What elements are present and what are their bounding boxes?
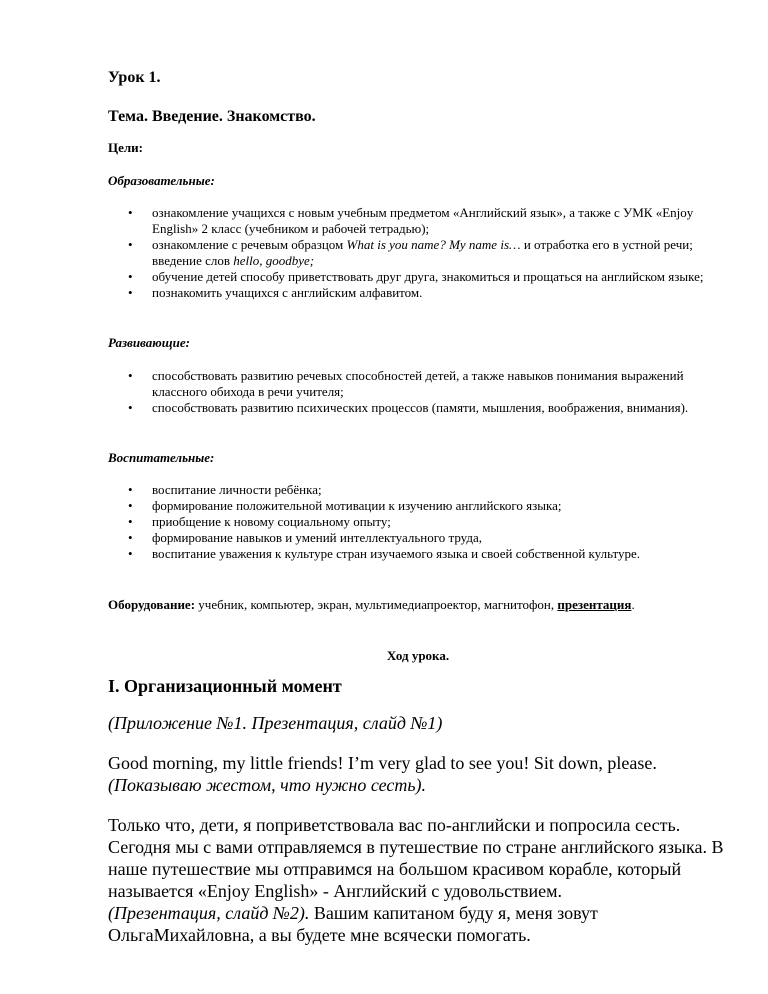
list-item: • воспитание личности ребёнка;	[108, 482, 728, 498]
list-item: • приобщение к новому социальному опыту;	[108, 514, 728, 530]
upbringing-heading: Воспитательные:	[108, 450, 215, 465]
list-item: • познакомить учащихся с английским алфавитом.	[108, 285, 728, 301]
educational-heading: Образовательные:	[108, 173, 215, 188]
upbringing-list	[108, 482, 728, 562]
developmental-list	[108, 368, 728, 416]
list-item: • способствовать развитию психических процессов (памяти, мышления, воображения, внимания).	[108, 400, 728, 416]
developmental-heading: Развивающие:	[108, 335, 190, 350]
list-item: • ознакомление с речевым образцом What is you name? My name is… и отработка его в устной речи; введение слов hello, goodbye;	[108, 237, 728, 269]
list-item: • воспитание уважения к культуре стран изучаемого языка и своей собственной культуре.	[108, 546, 728, 562]
equipment-label: Оборудование:	[108, 597, 196, 612]
greeting-paragraph: Good morning, my little friends! I’m very glad to see you! Sit down, please. (Показываю жестом, что нужно сесть).	[108, 753, 657, 795]
list-item: • ознакомление учащихся с новым учебным предметом «Английский язык», а также с УМК «Enjoy English» 2 класс (учебником и рабочей тетрадью);	[108, 205, 728, 237]
presentation-link[interactable]: презентация	[557, 597, 632, 612]
educational-list	[108, 205, 728, 301]
appendix-note: (Приложение №1. Презентация, слайд №1)	[108, 713, 443, 733]
equipment-paragraph: Оборудование: учебник, компьютер, экран, мультимедиапроектор, магнитофон, презентация.	[108, 597, 635, 612]
lesson-course-heading: Ход урока.	[386, 648, 450, 663]
lesson-title: Урок 1.	[108, 69, 161, 86]
list-item: • обучение детей способу приветствовать друг друга, знакомиться и прощаться на английском языке;	[108, 269, 728, 285]
list-item: • способствовать развитию речевых способностей детей, а также навыков понимания выражений классного обихода в речи учителя;	[108, 368, 728, 400]
goals-heading: Цели:	[108, 140, 143, 155]
topic-heading: Тема. Введение. Знакомство.	[108, 108, 316, 125]
intro-paragraph: Только что, дети, я поприветствовала вас по-английски и попросила сесть. Сегодня мы с вами отправляемся в путешествие по стране английского языка. В наше путешествие мы отправимся на большом красивом корабле, который называется «Enjoy English» - Английский с удовольствием. (Презентация, слайд №2). Вашим капитаном буду я, меня зовут ОльгаМихайловна, а вы будете мне всячески помогать.	[108, 815, 724, 945]
section1-heading: I. Организационный момент	[108, 676, 342, 696]
list-item: • формирование навыков и умений интеллектуального труда,	[108, 530, 728, 546]
list-item: • формирование положительной мотивации к изучению английского языка;	[108, 498, 728, 514]
